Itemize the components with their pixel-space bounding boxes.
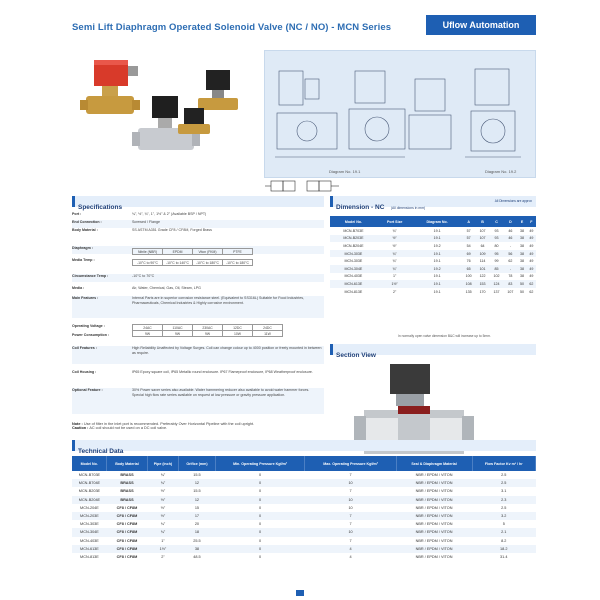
- power: 10W: [223, 331, 253, 337]
- table-cell: 49: [527, 250, 536, 258]
- dim-col-header: B: [476, 216, 490, 227]
- table-cell: 1": [393, 274, 397, 279]
- table-cell: CF8 / CF8M: [107, 512, 147, 520]
- table-row: [72, 504, 536, 512]
- table-row: [72, 528, 536, 536]
- table-cell: MCN-304E: [330, 265, 377, 273]
- note-label: Note :: [72, 422, 83, 426]
- table-cell: 80: [494, 243, 499, 248]
- spec-row-main-features: [72, 296, 324, 318]
- table-cell: 48.5: [193, 554, 201, 559]
- technical-title: Technical Data: [78, 448, 124, 455]
- table-cell: 137: [493, 289, 500, 294]
- table-cell: NBR / EPDM / VITON: [396, 528, 472, 536]
- spec-row-coil-features: [72, 346, 324, 364]
- table-cell: NBR / EPDM / VITON: [415, 473, 453, 478]
- table-cell: CF8 / CF8M: [116, 554, 138, 559]
- technical-header-row: [72, 456, 536, 471]
- table-row: [330, 265, 536, 273]
- table-cell: MCN-B704E: [72, 479, 107, 487]
- table-cell: MCN-303E: [80, 522, 99, 527]
- table-cell: MCN-B204E: [343, 243, 364, 248]
- table-cell: 19.2: [413, 265, 462, 273]
- table-cell: ¾": [147, 479, 179, 487]
- spec-label: Power Consumption :: [72, 333, 110, 337]
- table-cell: ¾": [377, 265, 413, 273]
- media-temp: -10°C to 180°C: [193, 260, 223, 266]
- spec-value: -10°C to 70°C: [132, 274, 155, 278]
- table-cell: 0: [258, 554, 262, 559]
- table-cell: 19.2: [433, 243, 441, 248]
- table-cell: 0: [215, 512, 305, 520]
- catalog-page: [58, 8, 542, 596]
- power: 9W: [163, 331, 193, 337]
- tech-col-header: Model No.: [72, 456, 107, 471]
- voltage: 230AC: [193, 325, 223, 331]
- diaphragm-option: PTFE: [223, 249, 253, 255]
- tech-col-header: Max. Operating Pressure Kgf/m²: [305, 456, 396, 471]
- product-photos: [72, 50, 260, 172]
- media-temp: -10°C to 90°C: [133, 260, 163, 266]
- spec-value: Air, Water, Chemical, Gas, Oil, Steam, LPG: [132, 286, 201, 290]
- table-cell: 62: [529, 289, 534, 294]
- caution-text: AC coil should not be used on a DC coil valve.: [89, 426, 168, 430]
- spec-label: Circumstance Temp :: [72, 274, 109, 278]
- tech-col-header: Pipe (inch): [147, 456, 179, 471]
- spec-label: Port :: [72, 212, 82, 216]
- technical-header: [72, 440, 536, 455]
- caution-line: [72, 426, 254, 430]
- caution-label: Caution :: [72, 426, 89, 430]
- table-cell: 95: [490, 250, 504, 258]
- table-cell: MCN-B203E: [78, 489, 101, 494]
- voltage-table: [132, 324, 283, 337]
- table-cell: 0: [215, 479, 305, 487]
- spec-value: 30% Power saver series also available. Water hammering reducer also available to avoid water hammer forces. Special high flow rate series available on request at low pressure or gravity pressure application.: [132, 388, 310, 397]
- power: 9W: [133, 331, 163, 337]
- dim-col-header: Model No.: [330, 216, 377, 227]
- table-cell: 57: [466, 228, 471, 233]
- table-cell: 12: [179, 479, 215, 487]
- spec-row-body-material: [72, 228, 324, 238]
- table-cell: 57: [462, 235, 476, 243]
- table-cell: 2.5: [501, 505, 507, 510]
- table-cell: ¾": [160, 522, 166, 527]
- table-cell: CF8 / CF8M: [107, 545, 147, 553]
- table-cell: NBR / EPDM / VITON: [415, 538, 453, 543]
- dim-col-header: A: [462, 216, 476, 227]
- table-cell: -: [503, 265, 517, 273]
- table-cell: 3.1: [501, 489, 507, 494]
- dim-col-header: Diagram No.: [413, 216, 462, 227]
- section-view-image: [334, 358, 524, 470]
- power: 11W: [253, 331, 283, 337]
- table-cell: MCN-203E: [72, 512, 107, 520]
- dim-col-header: E: [517, 216, 526, 227]
- technical-table: [72, 456, 536, 561]
- spec-label: Operating Voltage :: [72, 324, 105, 328]
- table-cell: 46: [508, 228, 513, 233]
- page-title: Semi Lift Diaphragm Operated Solenoid Valve (NC / NO) - MCN Series: [72, 22, 392, 33]
- table-cell: MCN-204E: [80, 505, 99, 510]
- table-cell: 62: [527, 280, 536, 288]
- table-cell: 93: [490, 235, 504, 243]
- table-cell: 0: [258, 473, 262, 478]
- table-cell: 49: [529, 243, 534, 248]
- table-row: [330, 242, 536, 250]
- table-cell: MCN-303E: [330, 250, 377, 258]
- table-cell: ½": [147, 512, 179, 520]
- table-cell: 7: [305, 512, 396, 520]
- table-cell: CF8 / CF8M: [116, 505, 138, 510]
- table-row: [330, 257, 536, 265]
- table-cell: 0: [258, 505, 262, 510]
- table-row: [330, 227, 536, 235]
- dimension-subtitle: (All dimensions in mm): [390, 206, 426, 210]
- diaphragm-option: EPDM: [163, 249, 193, 255]
- table-cell: BRASS: [120, 473, 134, 478]
- table-cell: CF8 / CF8M: [116, 522, 138, 527]
- dim-col-header: C: [490, 216, 504, 227]
- dimension-right-note: All Dimensions are approx: [494, 199, 532, 203]
- section-view-header: [330, 344, 536, 359]
- table-cell: 38: [520, 228, 525, 233]
- diagram-label-right: Diagram No. 19.2: [485, 169, 517, 174]
- media-temp: -10°C to 180°C: [223, 260, 253, 266]
- table-cell: 56: [503, 250, 517, 258]
- table-cell: 2": [393, 289, 397, 294]
- spec-row-port: [72, 212, 324, 220]
- spec-label: Body Material :: [72, 228, 98, 232]
- table-cell: 78: [508, 274, 513, 279]
- table-row: [330, 250, 536, 258]
- table-cell: 122: [479, 274, 486, 279]
- media-temp-table: [132, 259, 253, 266]
- table-cell: MCN-813E: [344, 289, 363, 294]
- table-cell: ½": [147, 496, 179, 504]
- table-cell: 3.2: [472, 512, 536, 520]
- table-cell: 76: [466, 259, 471, 264]
- valve-symbols: [263, 178, 343, 194]
- table-cell: 10: [305, 496, 396, 504]
- spec-value: High Reliability Unaffected by Voltage Surges. Coil can change colour up to 4000 position or freely mounted in between as require.: [132, 346, 322, 355]
- table-cell: 69: [462, 250, 476, 258]
- table-cell: 19.1: [413, 280, 462, 288]
- table-row: [330, 235, 536, 243]
- table-cell: 4: [305, 545, 396, 553]
- table-cell: ¾": [392, 259, 397, 264]
- tech-col-header: Seal & Diaphragm Material: [396, 456, 472, 471]
- tech-col-header: Min. Operating Pressure Kgf/m²: [215, 456, 305, 471]
- table-row: [72, 512, 536, 520]
- table-cell: 0: [215, 528, 305, 536]
- table-row: [330, 288, 536, 296]
- table-cell: 46: [503, 235, 517, 243]
- table-row: [330, 280, 536, 288]
- table-cell: MCN-403E: [344, 274, 363, 279]
- table-cell: 100: [465, 274, 472, 279]
- table-cell: 15.5: [193, 489, 201, 494]
- voltage: 110AC: [163, 325, 193, 331]
- voltage: 24DC: [253, 325, 283, 331]
- spec-value: Screwed / Flange: [132, 220, 160, 224]
- spec-value: Internal Parts are in superior corrosion resistance steel. (Equivalent to SS316L) Suitable for Food Industries, Pharmaceuticals, Chemical Industries & Highly corrosive environment.: [132, 296, 304, 305]
- media-temp: -10°C to 140°C: [163, 260, 193, 266]
- table-cell: 4: [349, 554, 352, 559]
- table-cell: 170: [479, 289, 486, 294]
- table-cell: 7: [349, 489, 352, 494]
- table-cell: 49: [529, 228, 534, 233]
- table-cell: 0: [215, 545, 305, 553]
- table-cell: MCN-B204E: [72, 496, 107, 504]
- table-cell: 124: [490, 280, 504, 288]
- voltage: 12DC: [223, 325, 253, 331]
- spec-label: Media Temp :: [72, 258, 95, 262]
- table-cell: 2.5: [501, 473, 507, 478]
- table-cell: 10: [305, 528, 396, 536]
- specifications-header: [72, 196, 324, 211]
- table-cell: MCN-B703E: [78, 473, 101, 478]
- table-cell: 19.1: [413, 235, 462, 243]
- dim-col-header: F: [527, 216, 536, 227]
- dimension-footnote: In normally open valve dimension B&C will increase up to 5mm.: [398, 334, 491, 338]
- table-row: [72, 520, 536, 528]
- table-cell: 109: [476, 250, 490, 258]
- table-cell: NBR / EPDM / VITON: [396, 545, 472, 553]
- table-cell: 135: [465, 289, 472, 294]
- table-cell: 0: [258, 489, 262, 494]
- spec-label: Coil Features :: [72, 346, 97, 350]
- table-cell: 1½": [147, 545, 179, 553]
- table-cell: 10: [305, 479, 396, 487]
- table-cell: 2.1: [472, 528, 536, 536]
- spec-value: SS ASTM A351 Grade CF8 / CF8M, Forged Brass: [132, 228, 212, 232]
- specifications-title: Specifications: [78, 204, 123, 211]
- table-cell: 12: [179, 496, 215, 504]
- diaphragm-option: Viton (FKM): [193, 249, 223, 255]
- table-cell: MCN-B703E: [343, 228, 364, 233]
- table-cell: MCN-613E: [72, 545, 107, 553]
- table-cell: 7: [349, 538, 352, 543]
- table-row: [72, 496, 536, 504]
- table-cell: MCN-304E: [72, 528, 107, 536]
- table-cell: 38: [179, 545, 215, 553]
- table-cell: 38: [517, 265, 526, 273]
- table-cell: 0: [258, 522, 262, 527]
- table-cell: BRASS: [107, 479, 147, 487]
- table-cell: ½": [160, 489, 166, 494]
- table-cell: 49: [529, 259, 534, 264]
- spec-row-media: [72, 286, 324, 294]
- tech-col-header: Orifice (mm): [179, 456, 215, 471]
- table-cell: ¾": [392, 228, 397, 233]
- diaphragm-table: [132, 248, 253, 255]
- table-cell: 19.1: [433, 274, 441, 279]
- table-cell: 93: [494, 228, 499, 233]
- table-cell: ½": [377, 235, 413, 243]
- table-cell: 0: [215, 496, 305, 504]
- table-cell: MCN-403E: [80, 538, 99, 543]
- table-cell: 5: [502, 522, 505, 527]
- dimension-body: [330, 227, 536, 295]
- table-cell: 107: [507, 289, 514, 294]
- table-cell: NBR / EPDM / VITON: [396, 512, 472, 520]
- spec-row-coil-housing: [72, 370, 324, 384]
- diagram-drawing: [265, 51, 537, 179]
- table-cell: -: [509, 243, 512, 248]
- spec-label: Coil Housing :: [72, 370, 97, 374]
- tech-col-header: Body Material: [107, 456, 147, 471]
- table-cell: 19.1: [433, 259, 441, 264]
- spec-row-optional-feature: [72, 388, 324, 414]
- spec-label: Diaphragm :: [72, 246, 93, 250]
- technical-body: [72, 471, 536, 561]
- table-cell: MCN-B203E: [330, 235, 377, 243]
- table-row: [330, 273, 536, 281]
- table-cell: 38: [517, 235, 526, 243]
- dimension-title: Dimension - NC: [336, 204, 385, 211]
- brand-badge: Uflow Automation: [426, 15, 536, 35]
- table-cell: 18: [179, 528, 215, 536]
- table-cell: BRASS: [107, 496, 147, 504]
- diagram-label-left: Diagram No. 19.1: [329, 169, 361, 174]
- table-cell: 38: [520, 243, 525, 248]
- dimension-diagrams: [264, 50, 536, 178]
- table-cell: 108: [462, 280, 476, 288]
- table-cell: 62: [508, 259, 513, 264]
- table-cell: NBR / EPDM / VITON: [415, 489, 453, 494]
- table-cell: 107: [476, 235, 490, 243]
- table-cell: 8.2: [501, 538, 507, 543]
- table-cell: 50: [517, 280, 526, 288]
- table-row: [72, 553, 536, 561]
- table-cell: MCN-613E: [330, 280, 377, 288]
- table-cell: 0: [258, 538, 262, 543]
- section-view-title: Section View: [336, 352, 376, 359]
- power: 9W: [193, 331, 223, 337]
- table-row: [72, 471, 536, 479]
- table-cell: NBR / EPDM / VITON: [396, 479, 472, 487]
- table-cell: 18.2: [472, 545, 536, 553]
- spec-row-end-connection: [72, 220, 324, 228]
- table-cell: 38: [520, 259, 525, 264]
- table-row: [72, 479, 536, 487]
- dimension-header: [330, 196, 536, 211]
- table-cell: 101: [476, 265, 490, 273]
- table-cell: NBR / EPDM / VITON: [415, 522, 453, 527]
- table-cell: 102: [493, 274, 500, 279]
- table-cell: 17: [179, 512, 215, 520]
- table-cell: 20: [194, 522, 200, 527]
- diaphragm-option: Nitrile (NBR): [133, 249, 163, 255]
- spec-label: Main Features :: [72, 296, 99, 300]
- table-cell: NBR / EPDM / VITON: [396, 496, 472, 504]
- table-cell: MCN-303E: [344, 259, 363, 264]
- table-cell: 64: [480, 243, 485, 248]
- table-cell: 31.4: [500, 554, 508, 559]
- table-cell: 7: [349, 473, 352, 478]
- spec-value: IP65 Epoxy square coil, IP65 Metallic round enclosure. IP67 Flameproof enclosure, IP68 Weatherproof enclosure.: [132, 370, 313, 374]
- table-cell: 85: [490, 265, 504, 273]
- table-cell: ¾": [160, 473, 166, 478]
- voltage: 24AC: [133, 325, 163, 331]
- table-row: [72, 487, 536, 495]
- dimension-header-row: [330, 216, 536, 227]
- table-cell: CF8 / CF8M: [116, 538, 138, 543]
- table-cell: ½": [160, 505, 166, 510]
- table-cell: 15.5: [193, 473, 201, 478]
- table-row: [72, 545, 536, 553]
- table-cell: ¾": [377, 250, 413, 258]
- spec-label: Media :: [72, 286, 85, 290]
- table-cell: 49: [529, 274, 534, 279]
- table-cell: 19.1: [413, 250, 462, 258]
- table-cell: BRASS: [120, 489, 134, 494]
- notes-block: [72, 422, 254, 430]
- table-cell: 50: [520, 289, 525, 294]
- table-cell: NBR / EPDM / VITON: [415, 554, 453, 559]
- table-cell: 10: [348, 505, 353, 510]
- table-cell: 38: [520, 274, 525, 279]
- dimension-table: [330, 216, 536, 295]
- table-cell: 49: [527, 235, 536, 243]
- spec-label: End Connection :: [72, 220, 102, 224]
- table-cell: 83: [503, 280, 517, 288]
- table-cell: ¾": [147, 528, 179, 536]
- page-marker: [296, 590, 304, 596]
- table-cell: 19.1: [433, 289, 441, 294]
- table-cell: 49: [527, 265, 536, 273]
- table-cell: 107: [479, 228, 486, 233]
- spec-label: Optional Feature :: [72, 388, 103, 392]
- table-cell: MCN-813E: [80, 554, 99, 559]
- table-cell: 114: [479, 259, 486, 264]
- table-cell: 25.5: [193, 538, 201, 543]
- table-cell: 65: [462, 265, 476, 273]
- dim-col-header: D: [503, 216, 517, 227]
- table-row: [72, 537, 536, 545]
- table-cell: 99: [494, 259, 499, 264]
- tech-col-header: Flow Factor Kv m³ / hr: [472, 456, 536, 471]
- table-cell: 2.3: [472, 496, 536, 504]
- table-cell: CF8 / CF8M: [107, 528, 147, 536]
- table-cell: 2.5: [472, 479, 536, 487]
- spec-row-circumstance-temp: [72, 274, 324, 282]
- table-cell: 54: [466, 243, 471, 248]
- table-cell: NBR / EPDM / VITON: [415, 505, 453, 510]
- dim-col-header: Port Size: [377, 216, 413, 227]
- table-cell: 19.1: [433, 228, 441, 233]
- table-cell: 7: [349, 522, 352, 527]
- table-cell: 2": [161, 554, 165, 559]
- note-text: Use of filter in the inlet port is recommended. Preferably Over Horizontal Pipeline with the coil upright.: [83, 422, 255, 426]
- table-cell: ½": [392, 243, 397, 248]
- table-cell: 1": [161, 538, 165, 543]
- table-cell: 15: [194, 505, 200, 510]
- table-cell: 38: [517, 250, 526, 258]
- table-cell: 153: [476, 280, 490, 288]
- spec-value: ¾", ½", ¾", 1", 1½" & 2" (Available BSP / NPT): [132, 212, 207, 216]
- table-cell: 1½": [377, 280, 413, 288]
